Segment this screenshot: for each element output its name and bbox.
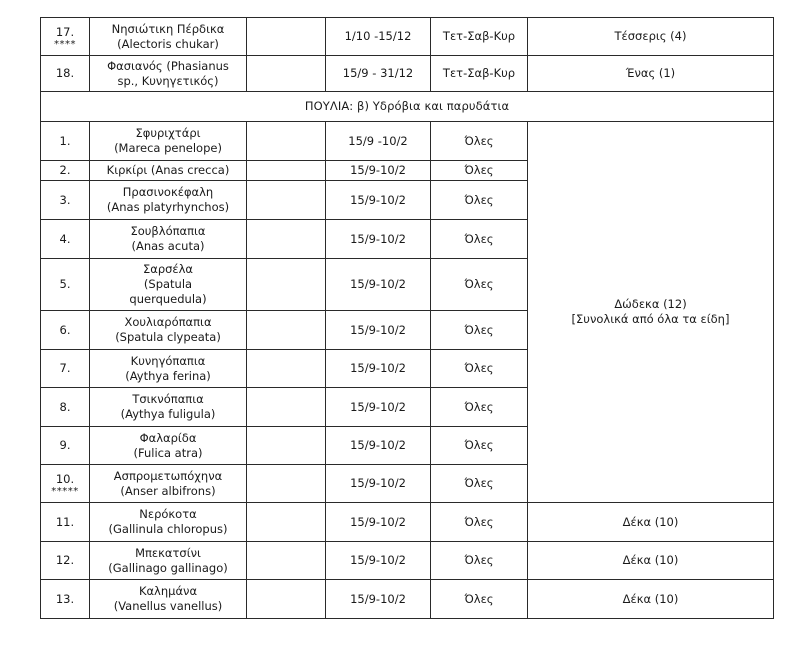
species-common-name: Καλημάνα bbox=[138, 584, 198, 598]
daily-bag-limit: Δέκα (10) bbox=[528, 580, 774, 619]
species-name bbox=[90, 503, 247, 542]
row-number bbox=[41, 465, 90, 503]
species-common-name: Φαλαρίδα bbox=[139, 430, 197, 445]
hunting-period: 15/9-10/2 bbox=[326, 580, 431, 619]
daily-bag-limit: Τέσσερις (4) bbox=[528, 18, 774, 56]
group-bag-count: Δώδεκα (12) bbox=[614, 297, 687, 311]
row-number: 1. bbox=[41, 122, 90, 161]
row-number: 11. bbox=[41, 503, 90, 542]
row-number-text: 17. bbox=[55, 24, 75, 39]
species-common-name: Τσικνόπαπια bbox=[132, 392, 204, 406]
hunting-days: Όλες bbox=[431, 259, 528, 311]
hunting-period: 15/9-10/2 bbox=[326, 220, 431, 259]
hunting-days: Όλες bbox=[431, 542, 528, 580]
empty-cell bbox=[247, 542, 326, 580]
hunting-period: 15/9-10/2 bbox=[326, 427, 431, 465]
table-body bbox=[41, 18, 774, 619]
section-title: ΠΟΥΛΙΑ: β) Υδρόβια και παρυδάτια bbox=[41, 92, 774, 122]
row-number bbox=[41, 18, 90, 56]
hunting-days: Όλες bbox=[431, 388, 528, 427]
species-latin-name: (Fulica atra) bbox=[133, 445, 203, 460]
hunting-period: 15/9-10/2 bbox=[326, 542, 431, 580]
hunting-days: Όλες bbox=[431, 311, 528, 350]
species-common-name: Κιρκίρι (Anas crecca) bbox=[106, 163, 230, 177]
hunting-days: Τετ-Σαβ-Κυρ bbox=[431, 18, 528, 56]
species-latin-name: (Alectoris chukar) bbox=[117, 36, 219, 51]
species-latin-name: (Aythya ferina) bbox=[125, 368, 211, 383]
table-row bbox=[41, 503, 774, 542]
hunting-period: 1/10 -15/12 bbox=[326, 18, 431, 56]
daily-bag-limit: Δέκα (10) bbox=[528, 503, 774, 542]
species-name bbox=[90, 220, 247, 259]
species-latin-name: (Spatula bbox=[143, 277, 193, 291]
species-name bbox=[90, 122, 247, 161]
empty-cell bbox=[247, 465, 326, 503]
row-number: 3. bbox=[41, 181, 90, 220]
row-number: 8. bbox=[41, 388, 90, 427]
species-name bbox=[90, 350, 247, 388]
empty-cell bbox=[247, 259, 326, 311]
daily-bag-limit: Ένας (1) bbox=[528, 56, 774, 92]
hunting-period: 15/9-10/2 bbox=[326, 259, 431, 311]
row-number: 2. bbox=[41, 161, 90, 181]
empty-cell bbox=[247, 220, 326, 259]
species-name bbox=[90, 181, 247, 220]
species-latin-name: (Anas platyrhynchos) bbox=[106, 200, 230, 214]
row-number-text: 10. bbox=[55, 471, 75, 486]
species-latin-name: (Gallinula chloropus) bbox=[108, 522, 228, 536]
hunting-days: Όλες bbox=[431, 503, 528, 542]
hunting-days: Όλες bbox=[431, 220, 528, 259]
species-latin-name: (Anas acuta) bbox=[131, 239, 205, 253]
species-latin-name: (Anser albifrons) bbox=[120, 483, 216, 498]
empty-cell bbox=[247, 503, 326, 542]
section-row bbox=[41, 92, 774, 122]
species-name bbox=[90, 56, 247, 92]
hunting-days: Όλες bbox=[431, 580, 528, 619]
empty-cell bbox=[247, 427, 326, 465]
footnote-asterisks: ***** bbox=[51, 485, 79, 497]
table-row bbox=[41, 18, 774, 56]
hunting-days: Όλες bbox=[431, 181, 528, 220]
species-common-name: Πρασινοκέφαλη bbox=[122, 185, 214, 199]
hunting-period: 15/9-10/2 bbox=[326, 465, 431, 503]
row-number: 5. bbox=[41, 259, 90, 311]
species-latin-name: querquedula) bbox=[129, 292, 207, 306]
species-common-name: Κυνηγόπαπια bbox=[130, 353, 206, 368]
hunting-days: Όλες bbox=[431, 427, 528, 465]
footnote-asterisks: **** bbox=[54, 38, 76, 50]
table-row bbox=[41, 56, 774, 92]
species-common-name: Σφυριχτάρι bbox=[135, 126, 201, 140]
hunting-period: 15/9-10/2 bbox=[326, 181, 431, 220]
hunting-period: 15/9 - 31/12 bbox=[326, 56, 431, 92]
hunting-days: Όλες bbox=[431, 350, 528, 388]
species-name bbox=[90, 18, 247, 56]
species-common-name: Φασιανός (Phasianus bbox=[107, 58, 229, 73]
species-name bbox=[90, 161, 247, 181]
species-latin-name: (Mareca penelope) bbox=[114, 141, 222, 155]
empty-cell bbox=[247, 580, 326, 619]
empty-cell bbox=[247, 388, 326, 427]
species-latin-name: sp., Κυνηγετικός) bbox=[117, 73, 219, 88]
species-common-name: Σουβλόπαπια bbox=[130, 224, 206, 238]
species-name bbox=[90, 259, 247, 311]
hunting-species-table bbox=[40, 17, 774, 619]
species-name bbox=[90, 311, 247, 350]
species-common-name: Νερόκοτα bbox=[139, 507, 197, 521]
empty-cell bbox=[247, 122, 326, 161]
empty-cell bbox=[247, 311, 326, 350]
species-latin-name: (Aythya fuligula) bbox=[120, 407, 216, 421]
group-bag-note: [Συνολικά από όλα τα είδη] bbox=[571, 312, 730, 326]
species-name bbox=[90, 465, 247, 503]
species-common-name: Σαρσέλα bbox=[142, 262, 194, 276]
empty-cell bbox=[247, 161, 326, 181]
species-name bbox=[90, 542, 247, 580]
group-bag-limit bbox=[528, 122, 774, 503]
species-latin-name: (Vanellus vanellus) bbox=[113, 599, 223, 613]
hunting-days: Όλες bbox=[431, 122, 528, 161]
hunting-period: 15/9-10/2 bbox=[326, 350, 431, 388]
empty-cell bbox=[247, 18, 326, 56]
species-common-name: Ασπρομετωπόχηνα bbox=[113, 468, 223, 483]
empty-cell bbox=[247, 350, 326, 388]
hunting-period: 15/9-10/2 bbox=[326, 311, 431, 350]
hunting-days: Όλες bbox=[431, 161, 528, 181]
daily-bag-limit: Δέκα (10) bbox=[528, 542, 774, 580]
species-common-name: Χουλιαρόπαπια bbox=[124, 315, 212, 329]
hunting-days: Τετ-Σαβ-Κυρ bbox=[431, 56, 528, 92]
row-number: 13. bbox=[41, 580, 90, 619]
row-number: 18. bbox=[41, 56, 90, 92]
species-common-name: Μπεκατσίνι bbox=[135, 545, 201, 560]
hunting-period: 15/9 -10/2 bbox=[326, 122, 431, 161]
table-row bbox=[41, 542, 774, 580]
row-number: 7. bbox=[41, 350, 90, 388]
table-row bbox=[41, 580, 774, 619]
species-common-name: Νησιώτικη Πέρδικα bbox=[111, 21, 225, 36]
empty-cell bbox=[247, 181, 326, 220]
row-number: 6. bbox=[41, 311, 90, 350]
species-latin-name: (Gallinago gallinago) bbox=[108, 560, 228, 575]
species-name bbox=[90, 580, 247, 619]
row-number: 9. bbox=[41, 427, 90, 465]
hunting-period: 15/9-10/2 bbox=[326, 388, 431, 427]
species-latin-name: (Spatula clypeata) bbox=[115, 330, 221, 344]
species-name bbox=[90, 427, 247, 465]
row-number: 4. bbox=[41, 220, 90, 259]
hunting-days: Όλες bbox=[431, 465, 528, 503]
table-row bbox=[41, 122, 774, 161]
hunting-period: 15/9-10/2 bbox=[326, 503, 431, 542]
species-name bbox=[90, 388, 247, 427]
row-number: 12. bbox=[41, 542, 90, 580]
hunting-period: 15/9-10/2 bbox=[326, 161, 431, 181]
empty-cell bbox=[247, 56, 326, 92]
